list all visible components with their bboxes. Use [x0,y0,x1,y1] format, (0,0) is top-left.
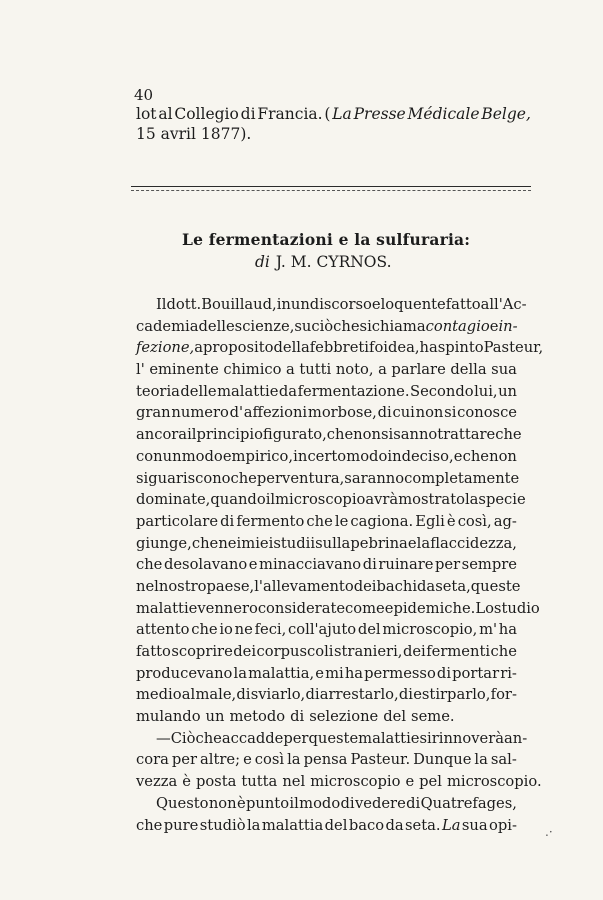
word: attento [136,621,190,639]
word: un [162,447,182,465]
word: fermento [236,512,305,530]
previous-article-ending [136,104,531,144]
word: chimico [223,361,282,379]
text-line [136,576,521,598]
text-line [136,446,517,468]
word: studiò [199,816,246,834]
word: an- [503,729,528,747]
word: è [182,773,191,791]
word: malattie [217,382,279,400]
word: baco [348,816,385,834]
word: Bouillaud, [201,296,277,313]
word: di [220,512,235,530]
word: del [357,621,381,639]
word: su [294,317,312,335]
word: al [181,686,196,704]
word: modo [181,447,223,465]
word: e [453,447,463,465]
word: Secondo [410,382,474,400]
word: certo [307,447,347,465]
word: in- [498,317,518,335]
word: queste [470,577,521,595]
text-line [136,598,540,620]
word: che [333,317,360,335]
word: fatto [136,643,171,660]
word: discorso [309,296,372,313]
word: il [187,426,197,444]
word: come [345,599,385,617]
word: non [208,794,237,812]
word: si [136,469,149,487]
text-line [136,337,544,359]
word: cagiona. [350,512,414,530]
word: m' [479,621,498,639]
word: mostrato [398,491,465,509]
separator-rule-bottom [131,190,531,191]
author-name: J. M. CYRNOS. [275,253,392,271]
word: miei [241,534,274,552]
word: a [194,339,203,357]
article-body [136,294,544,836]
word: la [233,664,247,682]
text-line [136,815,517,837]
word: pebrina [350,534,408,552]
word: epidemiche. [384,599,476,617]
word: ciò [311,317,334,335]
word: Questo [156,794,209,812]
word: avrà [365,491,399,509]
word: completamente [404,469,520,487]
word: posta [195,773,237,791]
text-line [136,771,542,793]
word: all'Ac- [480,296,527,313]
word: Belge, [481,105,531,123]
word: selezione [309,708,379,726]
text-line [136,533,517,555]
word: seta. [405,816,441,834]
word: in [276,296,291,313]
word: eminente [149,361,219,379]
word: non [489,447,517,465]
word: ruinare [378,556,434,574]
word: delle [198,317,235,335]
word: non [353,426,381,444]
word: lui, [474,382,498,400]
text-line [136,489,526,511]
word: dott. [166,296,202,313]
word: nel [282,773,306,791]
word: spinto [437,339,484,357]
word: modo [346,447,388,465]
word: ( [324,105,331,123]
word: producevano [136,664,233,682]
word: la [246,816,261,834]
word: sanno [393,426,438,444]
word: tutta [241,773,278,791]
article-title: Le fermentazioni e la sulfuraria: [182,230,471,249]
word: di [236,686,251,704]
word: microscopio, [382,621,478,639]
word: seta, [435,577,471,595]
word: tifoidea, [358,339,420,357]
word: Dunque [413,751,472,769]
word: arrestarlo, [319,686,399,704]
word: paese, [206,577,255,595]
word: ne [234,621,253,639]
word: il [289,794,299,812]
text-line [136,316,517,338]
word: empirico, [222,447,294,465]
word: affezioni [243,404,308,422]
word: tutti [299,361,332,379]
word: nel [136,577,159,595]
word: Il [156,296,167,313]
word: di [362,556,377,574]
word: principio [196,426,263,444]
word: e [248,556,258,574]
word: di [436,664,452,682]
word: malattie [358,729,420,747]
word: parlare [391,361,446,379]
word: e [407,534,417,552]
word: contagio [425,317,490,335]
word: da [385,816,404,834]
word: così [254,751,285,769]
word: ag- [493,512,517,530]
word: dei [353,577,377,595]
word: l'allevamento [254,577,354,595]
word: del [324,816,348,834]
text-line [136,424,522,446]
text-line [136,468,520,490]
text-line [136,402,517,424]
word: modo [299,794,341,812]
word: portar [452,664,500,682]
word: malattia, [248,664,315,682]
word: scienze, [234,317,295,335]
word: dominate, [136,491,211,509]
word: al [158,105,173,123]
word: in [293,447,308,465]
word: desolavano [163,556,248,574]
word: lot [136,105,157,123]
word: per [171,751,197,769]
word: per [283,729,309,747]
word: la [464,491,479,509]
word: coll'ajuto [288,621,357,639]
previous-text-line-2: 15 avril 1877). [136,125,252,143]
text-line [136,663,517,685]
word: sempre [461,556,517,574]
word: sulla [315,534,351,552]
word: mulando [136,708,201,726]
word: fezione, [136,339,195,357]
word: punto [245,794,290,812]
word: specie [478,491,526,509]
word: della [450,361,487,379]
word: che [191,621,218,639]
word: proposito [203,339,274,357]
word: pel [419,773,442,791]
text-line [136,684,517,706]
word: eloquente [371,296,446,313]
word: con [136,447,163,465]
word: che [306,512,333,530]
word: che [191,534,219,552]
word: quando [210,491,266,509]
word: malattia [261,816,324,834]
word: noto, [335,361,374,379]
word: vennero [197,599,258,617]
word: che [495,426,522,444]
word: cora [136,751,169,769]
word: la [474,751,488,769]
word: minacciavano [259,556,362,574]
word: bachi [376,577,418,595]
word: microscopio [275,491,366,509]
word: giunge, [136,534,192,552]
word: La [441,816,461,834]
word: dei [233,643,257,660]
text-line [136,641,517,663]
word: di [240,105,256,123]
word: guariscono [148,469,231,487]
word: numero [171,404,229,422]
word: medio [136,686,182,704]
word: estirparlo, [413,686,491,704]
word: chiama [371,317,426,335]
word: figurato, [262,426,327,444]
text-line [136,554,517,576]
word: ha [344,664,364,682]
word: vedere [354,794,406,812]
word: di [398,686,413,704]
word: si [419,729,432,747]
word: trattare [437,426,496,444]
previous-text-line-1 [136,104,531,124]
word: dei [402,643,426,660]
text-line [136,728,528,750]
word: per [435,556,461,574]
word: cui [392,404,415,422]
word: di [377,404,392,422]
word: conosce [457,404,517,422]
word: ha [419,339,438,357]
word: pensa [303,751,348,769]
word: da [278,382,298,400]
word: Quatrefages, [420,794,517,812]
word: altre; [200,751,241,769]
word: malattie [136,599,198,617]
word: d' [229,404,244,422]
word: microscopio. [446,773,542,791]
word: e [405,773,415,791]
word: un [205,708,225,726]
word: di [406,794,421,812]
word: la [287,751,301,769]
text-line [136,793,517,815]
word: da [417,577,436,595]
word: sua [461,816,488,834]
word: seme. [411,708,455,726]
word: così, [457,512,492,530]
word: fermenti [426,643,491,660]
word: studii [273,534,316,552]
word: Presse [353,105,406,123]
word: che [326,426,354,444]
word: e [243,751,252,769]
word: che [462,447,489,465]
word: febbre [309,339,359,357]
word: fatto [445,296,481,313]
separator-rule-top [131,186,531,187]
word: che [136,556,163,574]
word: corpuscoli [256,643,334,660]
word: Francia. [257,105,323,123]
word: queste [308,729,359,747]
word: vezza [136,773,178,791]
text-line [136,294,527,316]
word: cademia [136,317,199,335]
word: sua [491,361,517,379]
page-number: 40 [134,86,154,104]
word: nei [218,534,242,552]
word: indeciso, [387,447,454,465]
word: e [315,664,324,682]
word: le [334,512,349,530]
text-line [136,749,517,771]
word: è [236,794,246,812]
word: e [489,317,499,335]
word: — [156,729,171,747]
word: pure [163,816,199,834]
text-line [136,359,517,381]
word: microscopio [310,773,401,791]
word: Pasteur, [483,339,544,357]
word: è [446,512,456,530]
word: a [286,361,295,379]
word: delle [180,382,217,400]
word: di [305,686,320,704]
word: considerate [257,599,346,617]
word: rinnoverà [431,729,504,747]
word: a [378,361,387,379]
word: si [359,317,372,335]
word: del [383,708,407,726]
word: saranno [344,469,405,487]
word: metodo [229,708,286,726]
word: for- [490,686,517,704]
word: il [265,491,276,509]
article-author [255,253,392,271]
author-prefix: di [255,253,270,271]
word: sviarlo, [250,686,306,704]
text-line [136,706,517,728]
word: si [444,404,457,422]
word: La [332,105,352,123]
word: scoprire [171,643,233,660]
word: l' [136,361,145,379]
word: teoria [136,382,180,400]
word: ha [498,621,517,639]
word: ancora [136,426,188,444]
word: la [416,534,431,552]
margin-mark: .· [545,825,553,839]
word: feci, [254,621,287,639]
word: un [290,296,310,313]
word: di [290,708,305,726]
word: flaccidezza, [430,534,517,552]
text-line [136,619,517,641]
word: un [498,382,517,400]
word: gran [136,404,171,422]
word: mi [325,664,344,682]
word: male, [195,686,237,704]
word: sal- [490,751,517,769]
word: non [415,404,444,422]
text-line [136,511,517,533]
word: ventura, [282,469,345,487]
word: particolare [136,512,219,530]
word: ri- [500,664,517,682]
word: stranieri, [333,643,403,660]
word: studio [493,599,540,617]
word: nostro [158,577,207,595]
word: Pasteur. [350,751,411,769]
word: che [195,729,222,747]
word: Médicale [407,105,480,123]
word: Egli [415,512,445,530]
word: permesso [364,664,436,682]
word: io [219,621,233,639]
word: che [136,816,163,834]
word: Collegio [174,105,239,123]
text-line [136,381,517,403]
word: di [340,794,355,812]
word: che [490,643,517,660]
word: che [230,469,257,487]
word: Lo [475,599,494,617]
word: si [380,426,394,444]
word: Ciò [170,729,196,747]
word: opi- [489,816,517,834]
word: della [273,339,310,357]
word: morbose, [307,404,377,422]
word: per [256,469,283,487]
word: fermentazione. [297,382,410,400]
word: accadde [221,729,284,747]
